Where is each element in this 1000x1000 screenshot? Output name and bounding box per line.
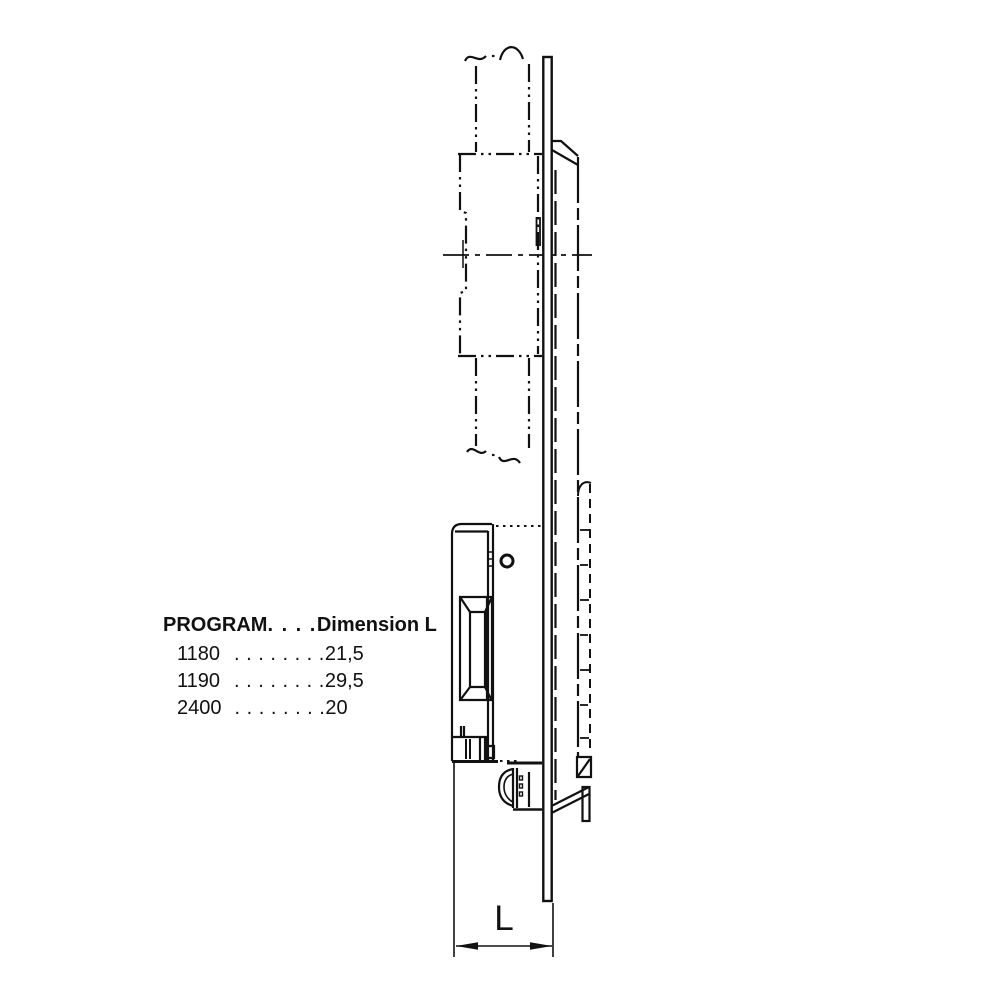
dot-leader: . . . . . . . . xyxy=(234,670,325,692)
dimension-value: 29,5 xyxy=(324,670,364,692)
cylinder xyxy=(499,761,542,810)
header-program-label: PROGRAM xyxy=(163,614,268,636)
rack-hidden-lines xyxy=(578,482,591,753)
keeper-tab xyxy=(583,787,590,821)
program-table-header xyxy=(163,614,437,637)
table-row xyxy=(177,668,364,695)
dimension-label: L xyxy=(494,899,514,938)
arrowhead-right xyxy=(530,942,552,950)
faceplate xyxy=(543,57,551,901)
arrowhead-left xyxy=(456,942,478,950)
dot-leader: . . . . . . . . xyxy=(234,643,325,665)
cylinder-knurl-dots xyxy=(520,776,523,796)
dimension-value: 20 xyxy=(325,697,348,719)
header-dot-leader: . . . . xyxy=(267,614,317,636)
screw-hole xyxy=(501,555,513,567)
keeper-bracket xyxy=(552,757,592,821)
latch-bolt xyxy=(460,597,492,700)
table-row xyxy=(177,641,364,668)
header-dimension-label: Dimension L xyxy=(316,614,437,636)
program-number: 1190 xyxy=(177,670,221,692)
rear-panel xyxy=(552,141,578,800)
break-line-top xyxy=(465,47,523,61)
dimension-value: 21,5 xyxy=(324,643,364,665)
table-row xyxy=(177,695,364,722)
dot-leader: . . . . . . . . xyxy=(234,697,326,719)
break-line-bottom xyxy=(467,449,520,463)
program-number: 1180 xyxy=(177,643,221,665)
program-number: 2400 xyxy=(177,697,222,719)
lock-case xyxy=(452,524,542,762)
program-table-rows xyxy=(177,641,364,722)
